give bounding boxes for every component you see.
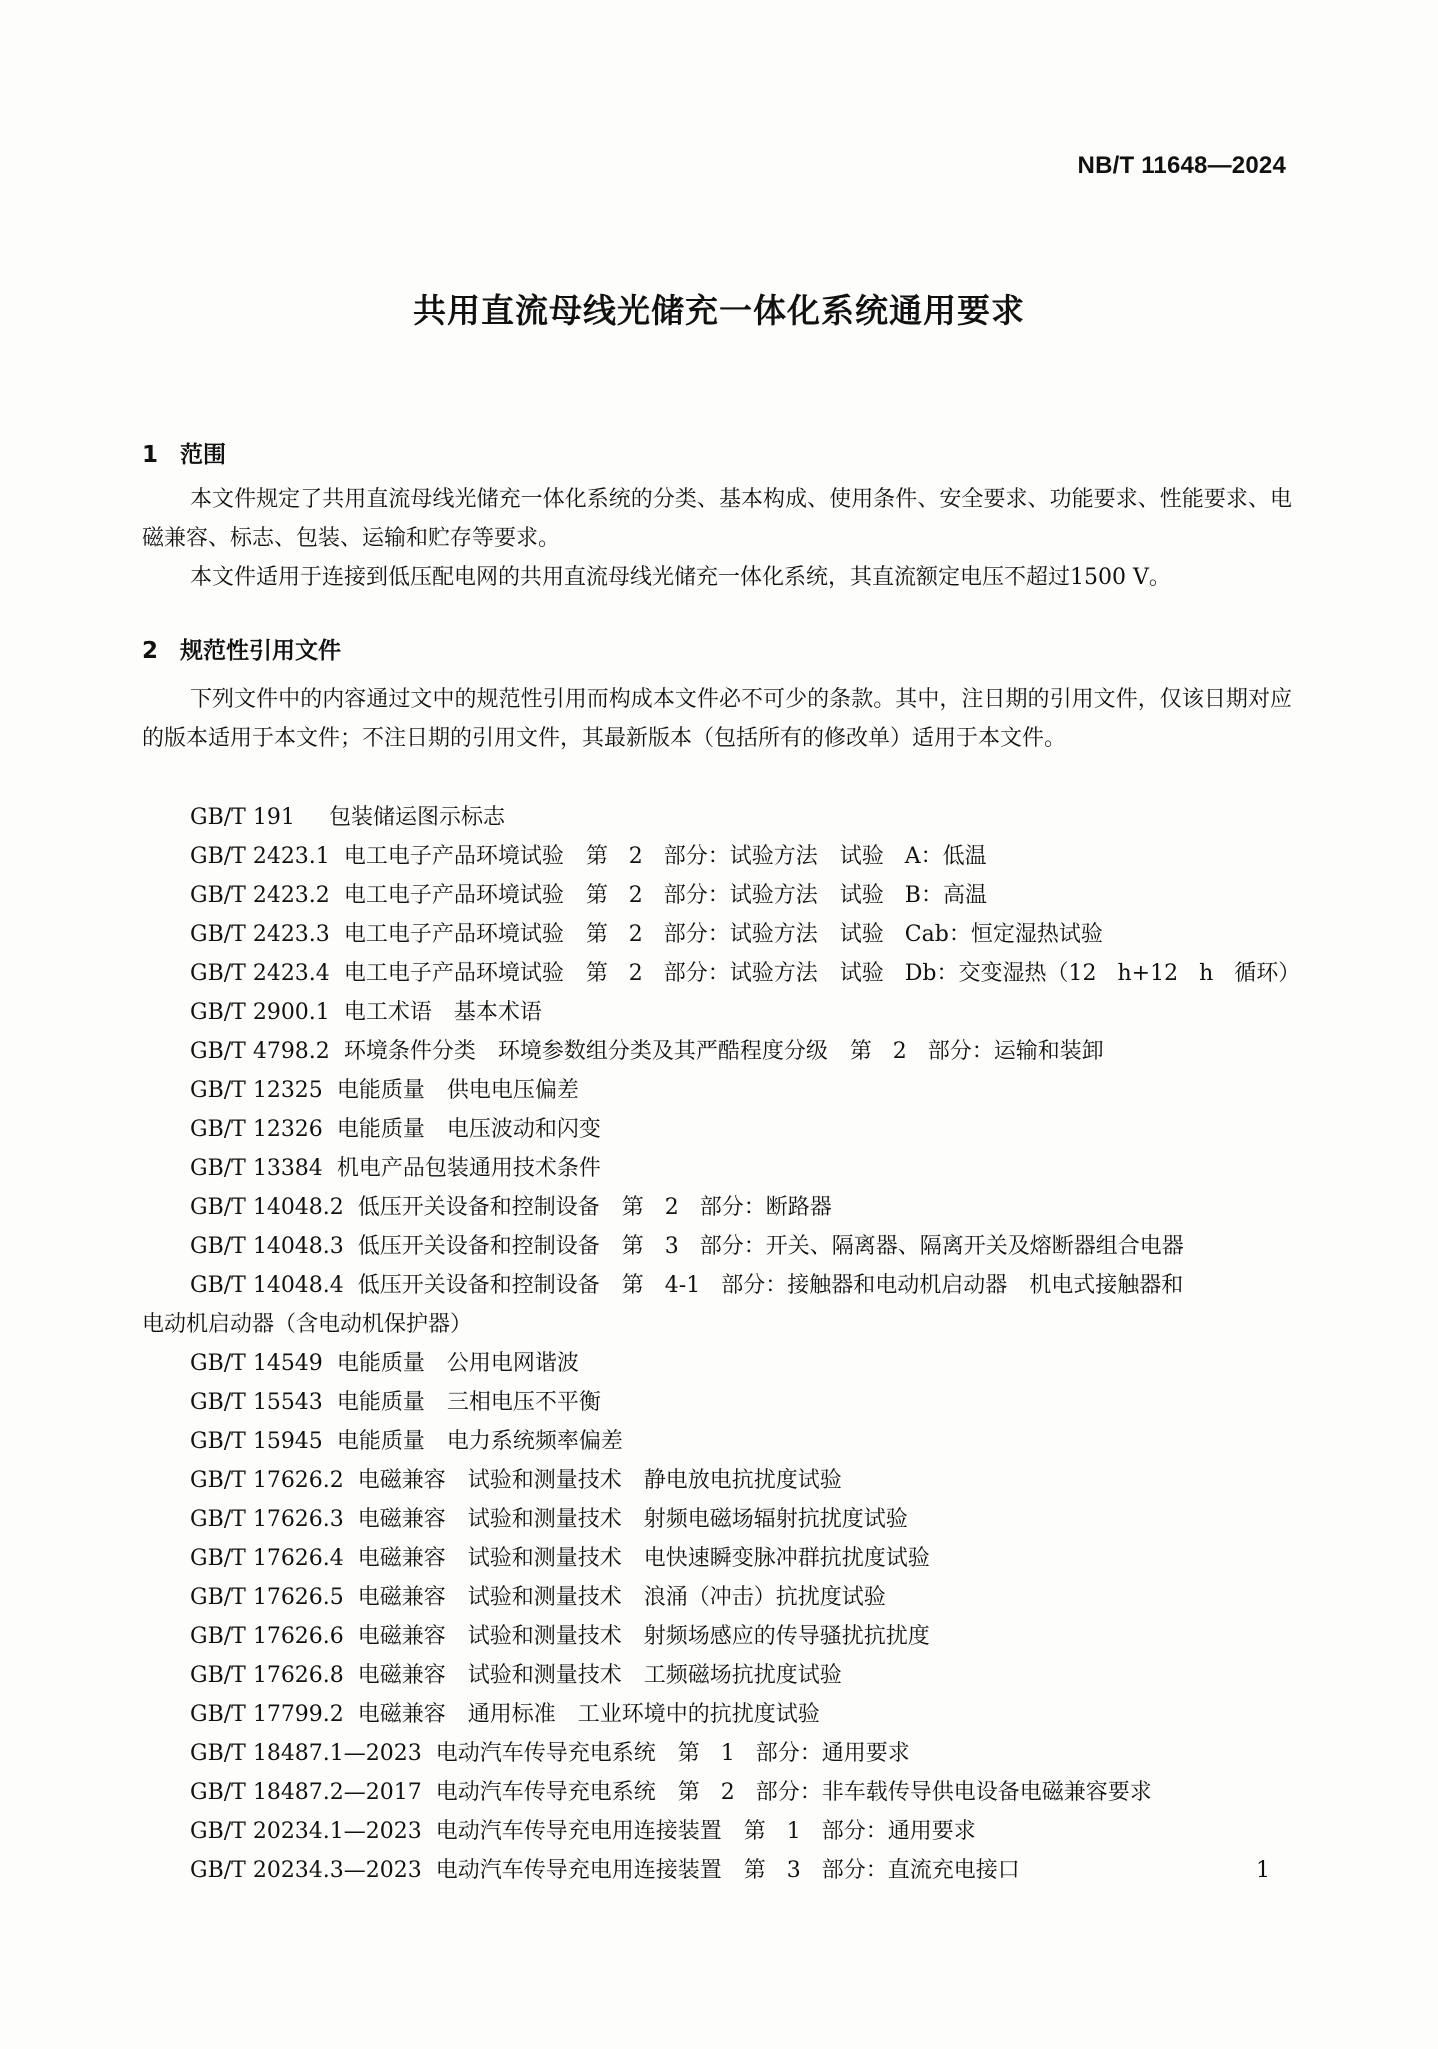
- reference-title: 低压开关设备和控制设备 第 4-1 部分：接触器和电动机启动器 机电式接触器和: [357, 1273, 1184, 1298]
- reference-item: [190, 876, 1300, 915]
- reference-code: GB/T 2900.1: [190, 1000, 330, 1025]
- reference-code: GB/T 14048.3: [190, 1234, 344, 1259]
- reference-item: [190, 1734, 1300, 1773]
- reference-title: 电工术语 基本术语: [343, 1000, 542, 1025]
- reference-item: [190, 798, 1300, 837]
- reference-code: GB/T 17626.2: [190, 1468, 344, 1493]
- reference-item: [142, 1266, 1300, 1344]
- reference-code: GB/T 4798.2: [190, 1039, 330, 1064]
- reference-item: [190, 837, 1300, 876]
- reference-code: GB/T 18487.1—2023: [190, 1741, 422, 1766]
- reference-code: GB/T 20234.3—2023: [190, 1858, 422, 1883]
- reference-code: GB/T 15945: [190, 1429, 323, 1454]
- reference-item: [190, 1422, 1300, 1461]
- reference-title: 电能质量 供电电压偏差: [336, 1078, 579, 1103]
- reference-title: 电动汽车传导充电用连接装置 第 3 部分：直流充电接口: [435, 1858, 1020, 1883]
- reference-title: 电能质量 电力系统频率偏差: [336, 1429, 623, 1454]
- reference-code: GB/T 191: [190, 805, 295, 830]
- scope-paragraph-2: 本文件适用于连接到低压配电网的共用直流母线光储充一体化系统，其直流额定电压不超过1500 V。: [190, 565, 1171, 590]
- reference-title: 电磁兼容 试验和测量技术 射频电磁场辐射抗扰度试验: [357, 1507, 908, 1532]
- reference-code: GB/T 14048.4: [190, 1273, 344, 1298]
- section-title: 范围: [180, 442, 226, 468]
- section-heading-normative-references: [142, 632, 341, 665]
- reference-item: [190, 1110, 1300, 1149]
- reference-title: 包装储运图示标志: [329, 805, 506, 830]
- reference-item: [190, 1032, 1300, 1071]
- reference-list: [142, 798, 1301, 1890]
- reference-title: 电能质量 公用电网谐波: [336, 1351, 579, 1376]
- page-number: 1: [1256, 1858, 1270, 1883]
- reference-title: 电动汽车传导充电系统 第 1 部分：通用要求: [435, 1741, 910, 1766]
- reference-item: [190, 1149, 1300, 1188]
- section-number: 2: [142, 638, 159, 664]
- scope-paragraph-1: 本文件规定了共用直流母线光储充一体化系统的分类、基本构成、使用条件、安全要求、功能要求、性能要求、电磁兼容、标志、包装、运输和贮存等要求。: [142, 487, 1292, 551]
- reference-item: [190, 1578, 1300, 1617]
- reference-code: GB/T 2423.4: [190, 961, 330, 986]
- reference-item: [190, 954, 1300, 993]
- reference-code: GB/T 12325: [190, 1078, 323, 1103]
- reference-code: GB/T 17626.6: [190, 1624, 344, 1649]
- reference-item: [190, 1188, 1300, 1227]
- document-title: 共用直流母线光储充一体化系统通用要求: [413, 291, 1025, 330]
- reference-code: GB/T 14549: [190, 1351, 323, 1376]
- reference-code: GB/T 17626.4: [190, 1546, 344, 1571]
- reference-code: GB/T 17626.8: [190, 1663, 344, 1688]
- reference-item: [190, 1071, 1300, 1110]
- reference-title: 低压开关设备和控制设备 第 2 部分：断路器: [357, 1195, 832, 1220]
- reference-title: 电磁兼容 试验和测量技术 静电放电抗扰度试验: [357, 1468, 842, 1493]
- reference-item: [190, 1656, 1300, 1695]
- standard-number: NB/T 11648—2024: [1077, 152, 1286, 179]
- reference-code: GB/T 17799.2: [190, 1702, 344, 1727]
- reference-title: 电动汽车传导充电用连接装置 第 1 部分：通用要求: [435, 1819, 976, 1844]
- reference-title: 电工电子产品环境试验 第 2 部分：试验方法 试验 Cab：恒定湿热试验: [343, 922, 1103, 947]
- reference-item: [190, 1539, 1300, 1578]
- reference-code: GB/T 2423.2: [190, 883, 330, 908]
- reference-title: 电工电子产品环境试验 第 2 部分：试验方法 试验 Db：交变湿热（12 h+12 h 循环）: [343, 961, 1301, 986]
- section-number: 1: [142, 442, 159, 468]
- reference-item: [190, 1812, 1300, 1851]
- reference-item: [190, 1617, 1300, 1656]
- reference-title: 电动汽车传导充电系统 第 2 部分：非车载传导供电设备电磁兼容要求: [435, 1780, 1152, 1805]
- reference-title: 机电产品包装通用技术条件: [336, 1156, 601, 1181]
- reference-item: [190, 1695, 1300, 1734]
- reference-title: 电工电子产品环境试验 第 2 部分：试验方法 试验 B：高温: [343, 883, 987, 908]
- reference-code: GB/T 15543: [190, 1390, 323, 1415]
- reference-item: [190, 915, 1300, 954]
- reference-title: 电磁兼容 试验和测量技术 电快速瞬变脉冲群抗扰度试验: [357, 1546, 930, 1571]
- references-intro-paragraph: 下列文件中的内容通过文中的规范性引用而构成本文件必不可少的条款。其中，注日期的引用文件，仅该日期对应的版本适用于本文件；不注日期的引用文件，其最新版本（包括所有的修改单）适用于本文件。: [142, 687, 1292, 751]
- reference-title: 电工电子产品环境试验 第 2 部分：试验方法 试验 A：低温: [343, 844, 987, 869]
- reference-code: GB/T 17626.3: [190, 1507, 344, 1532]
- reference-code: GB/T 2423.1: [190, 844, 330, 869]
- reference-title: 电磁兼容 试验和测量技术 工频磁场抗扰度试验: [357, 1663, 842, 1688]
- reference-title-continuation: 电动机启动器（含电动机保护器）: [142, 1312, 473, 1337]
- reference-item: [190, 1461, 1300, 1500]
- reference-code: GB/T 14048.2: [190, 1195, 344, 1220]
- reference-code: GB/T 13384: [190, 1156, 323, 1181]
- reference-item: [190, 993, 1300, 1032]
- reference-item: [190, 1773, 1300, 1812]
- reference-code: GB/T 20234.1—2023: [190, 1819, 422, 1844]
- reference-code: GB/T 18487.2—2017: [190, 1780, 422, 1805]
- reference-item: [190, 1227, 1300, 1266]
- reference-code: GB/T 17626.5: [190, 1585, 344, 1610]
- reference-title: 电磁兼容 通用标准 工业环境中的抗扰度试验: [357, 1702, 820, 1727]
- reference-item: [190, 1383, 1300, 1422]
- reference-item: [190, 1500, 1300, 1539]
- reference-title: 电磁兼容 试验和测量技术 射频场感应的传导骚扰抗扰度: [357, 1624, 930, 1649]
- reference-title: 电能质量 电压波动和闪变: [336, 1117, 601, 1142]
- reference-title: 环境条件分类 环境参数组分类及其严酷程度分级 第 2 部分：运输和装卸: [343, 1039, 1104, 1064]
- reference-item: [190, 1851, 1300, 1890]
- section-title: 规范性引用文件: [180, 638, 341, 664]
- reference-title: 电能质量 三相电压不平衡: [336, 1390, 601, 1415]
- reference-title: 电磁兼容 试验和测量技术 浪涌（冲击）抗扰度试验: [357, 1585, 886, 1610]
- reference-item: [190, 1344, 1300, 1383]
- reference-title: 低压开关设备和控制设备 第 3 部分：开关、隔离器、隔离开关及熔断器组合电器: [357, 1234, 1184, 1259]
- section-heading-scope: [142, 436, 226, 469]
- reference-code: GB/T 12326: [190, 1117, 323, 1142]
- reference-code: GB/T 2423.3: [190, 922, 330, 947]
